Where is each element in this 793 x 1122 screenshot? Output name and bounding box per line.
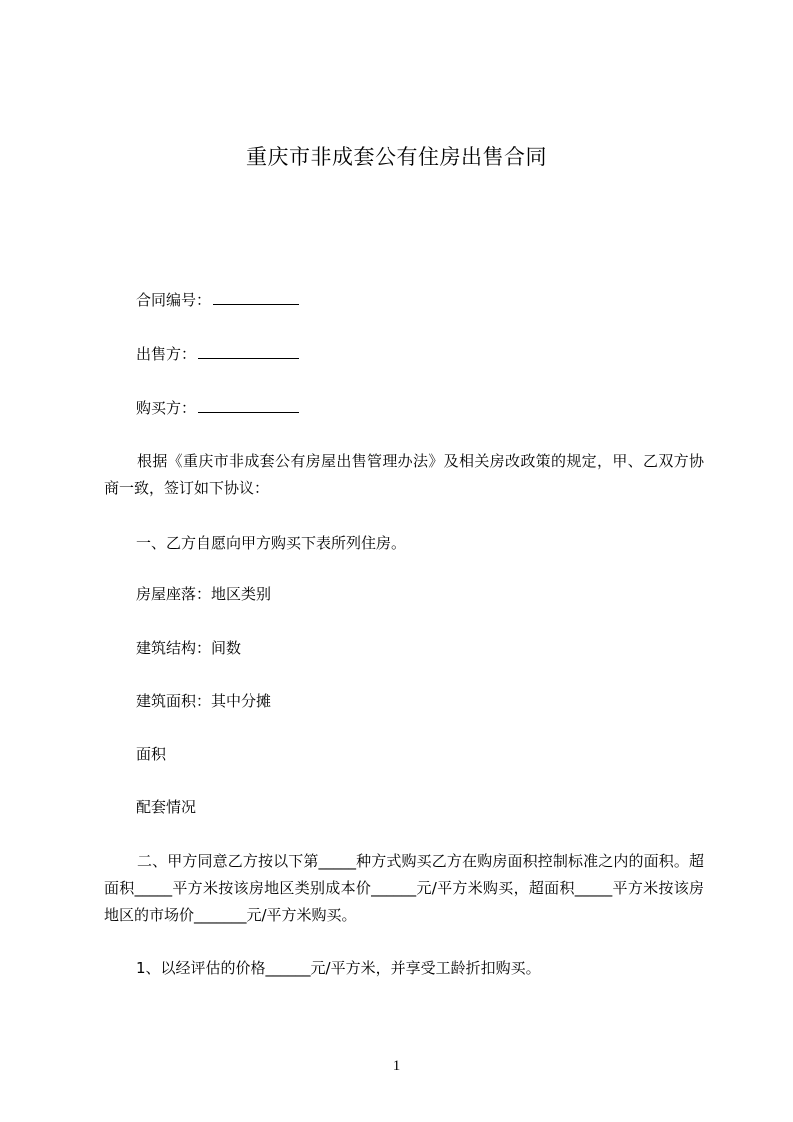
intro-paragraph: 根据《重庆市非成套公有房屋出售管理办法》及相关房改政策的规定，甲、乙双方协商一致，签订如下协议： [104,452,704,497]
buyer-field [136,398,299,418]
page-number: 1 [392,1058,401,1074]
contract-number-blank [213,290,299,305]
document-title: 重庆市非成套公有住房出售合同 [246,145,547,169]
area-line: 面积 [136,745,167,763]
buyer-label: 购买方： [136,399,197,417]
seller-label: 出售方： [136,345,197,363]
facilities-line: 配套情况 [136,798,197,816]
seller-blank [198,344,299,359]
clause-2-paragraph: 二、甲方同意乙方按以下第_____种方式购买乙方在购房面积控制标准之内的面积。超面积_____平方米按该房地区类别成本价______元/平方米购买，超面积_____平方米按该房地区的市场价_______元/平方米购买。 [104,852,704,924]
buyer-blank [198,398,299,413]
building-area-line: 建筑面积：其中分摊 [136,692,272,710]
contract-number-field [136,290,299,310]
option-1-line: 1、以经评估的价格______元/平方米，并享受工龄折扣购买。 [136,959,541,977]
building-structure-line: 建筑结构：间数 [136,639,242,657]
contract-number-label: 合同编号： [136,291,212,309]
seller-field [136,344,299,364]
clause-1: 一、乙方自愿向甲方购买下表所列住房。 [136,534,407,552]
house-location-line: 房屋座落：地区类别 [136,585,272,603]
